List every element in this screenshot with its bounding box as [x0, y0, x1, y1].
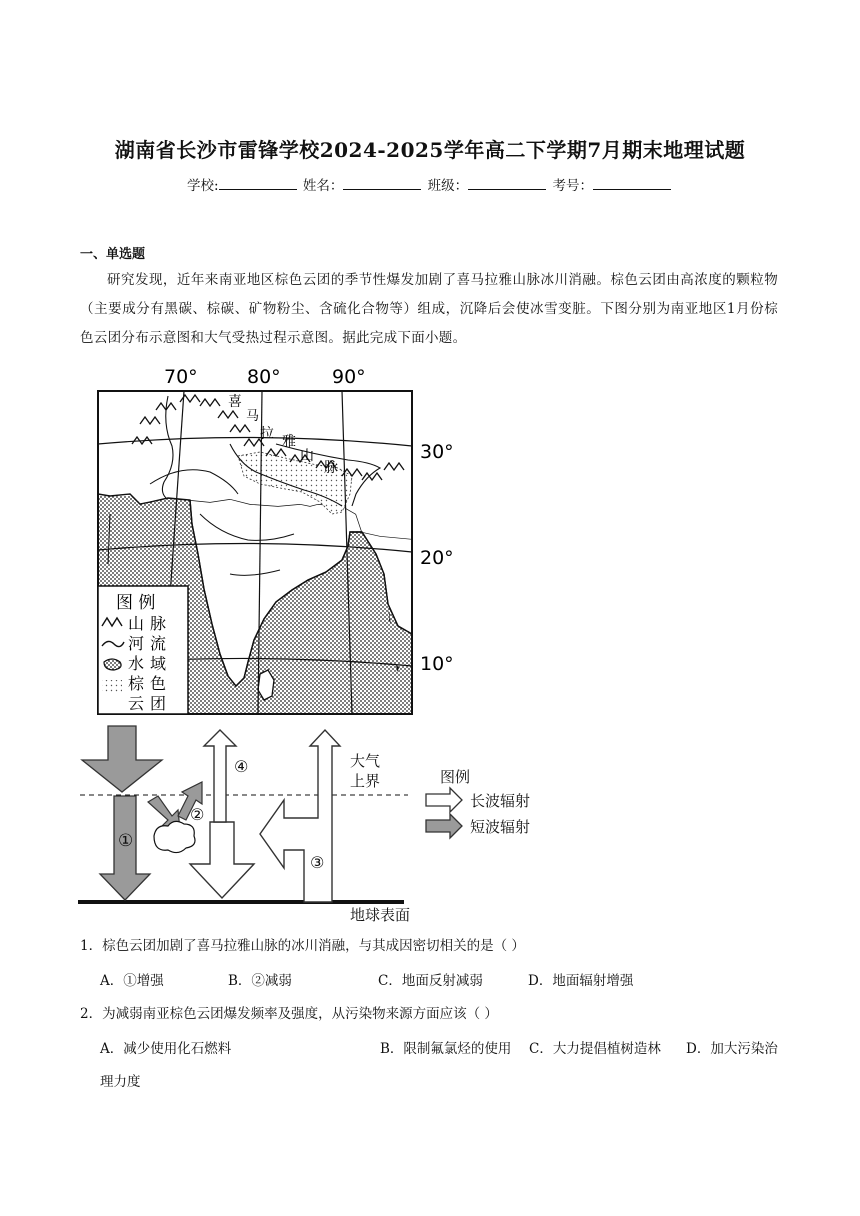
atmosphere-top-label-1: 大气 — [350, 752, 381, 770]
legend-char-4a: 棕 — [128, 674, 145, 693]
name-label: 姓名： — [302, 178, 344, 194]
legend-char-1a: 山 — [128, 614, 145, 633]
atmosphere-top-label-2: 上界 — [350, 772, 381, 790]
legend-char-5b: 团 — [150, 694, 167, 713]
question-1-option-d[interactable]: D．地面辐射增强 — [528, 973, 634, 989]
class-label: 班级： — [427, 178, 469, 194]
mountain-char-4: 雅 — [282, 434, 296, 450]
mountain-char-6: 脉 — [324, 460, 338, 476]
legend-char-4b: 色 — [150, 674, 167, 693]
lon-label-90: 90° — [332, 366, 366, 388]
passage: 研究发现，近年来南亚地区棕色云团的季节性爆发加剧了喜马拉雅山脉冰川消融。棕色云团由高浓度的颗粒物（主要成分有黑碳、棕碳、矿物粉尘、含硫化合物等）组成，沉降后会使冰雪变脏。下图分别为南亚地区1月份棕色云团分布示意图和大气受热过程示意图。据此完成下面小题。 — [80, 272, 778, 346]
south-asia-map — [80, 364, 480, 719]
name-blank[interactable] — [343, 177, 421, 190]
legend-char-5a: 云 — [128, 694, 145, 713]
map-legend-title: 图 例 — [116, 593, 156, 613]
mountain-char-2: 马 — [246, 409, 260, 424]
map-legend — [98, 586, 188, 714]
lat-label-20: 20° — [420, 547, 454, 569]
mountain-char-5: 山 — [300, 448, 314, 464]
long-wave-arrow-4 — [204, 730, 236, 822]
long-wave-legend-label: 长波辐射 — [470, 792, 531, 810]
lat-label-10: 10° — [420, 653, 454, 675]
lon-label-80: 80° — [247, 366, 281, 388]
legend-char-1b: 脉 — [150, 614, 167, 633]
legend-char-2b: 流 — [150, 634, 167, 653]
label-3: ③ — [310, 853, 325, 872]
class-blank[interactable] — [468, 177, 546, 190]
question-1-option-b[interactable]: B．②减弱 — [228, 973, 292, 989]
earth-surface-label: 地球表面 — [350, 906, 411, 922]
school-label: 学校: — [187, 178, 219, 194]
heating-process-diagram — [78, 722, 578, 922]
page-title: 湖南省长沙市雷锋学校2024-2025学年高二下学期7月期末地理试题 — [114, 138, 746, 162]
lon-label-70: 70° — [164, 366, 198, 388]
question-2-option-a[interactable]: A．减少使用化石燃料 — [100, 1041, 232, 1057]
school-blank[interactable] — [219, 177, 297, 190]
student-info-line — [0, 174, 860, 194]
question-2-option-c[interactable]: C．大力提倡植树造林 — [529, 1041, 661, 1057]
long-wave-legend-icon — [426, 788, 462, 812]
legend-char-2a: 河 — [128, 634, 145, 653]
legend-char-3a: 水 — [128, 654, 145, 673]
number-label: 考号： — [552, 178, 593, 194]
question-2-option-d[interactable]: D．加大污染治 — [686, 1041, 778, 1057]
long-wave-arrow-3 — [260, 730, 340, 902]
label-2: ② — [190, 805, 205, 824]
water-icon — [104, 659, 121, 670]
mountain-char-1: 喜 — [228, 394, 242, 410]
question-2-stem: 2．为减弱南亚棕色云团爆发频率及强度，从污染物来源方面应该（ ） — [80, 1006, 498, 1022]
brown-cloud-icon — [102, 680, 122, 694]
number-blank[interactable] — [593, 177, 671, 190]
label-4: ④ — [234, 757, 249, 776]
question-2-option-b[interactable]: B．限制氟氯烃的使用 — [380, 1041, 512, 1057]
cloud-shape — [154, 821, 195, 852]
section-heading: 一、单选题 — [80, 247, 146, 262]
question-2-option-d-continuation: 理力度 — [100, 1074, 141, 1090]
legend-char-3b: 域 — [150, 654, 167, 673]
long-wave-arrow-down — [190, 822, 254, 898]
short-wave-legend-label: 短波辐射 — [470, 818, 531, 836]
question-1-option-a[interactable]: A．①增强 — [100, 973, 164, 989]
lat-label-30: 30° — [420, 441, 454, 463]
question-1-option-c[interactable]: C．地面反射减弱 — [378, 973, 483, 989]
short-wave-legend-icon — [426, 814, 462, 838]
short-wave-arrow-top — [82, 726, 162, 792]
heat-legend-title: 图例 — [440, 768, 471, 786]
question-1-stem: 1．棕色云团加剧了喜马拉雅山脉的冰川消融，与其成因密切相关的是（ ） — [80, 938, 525, 954]
label-1: ① — [118, 831, 134, 851]
mountain-char-3: 拉 — [260, 426, 274, 442]
